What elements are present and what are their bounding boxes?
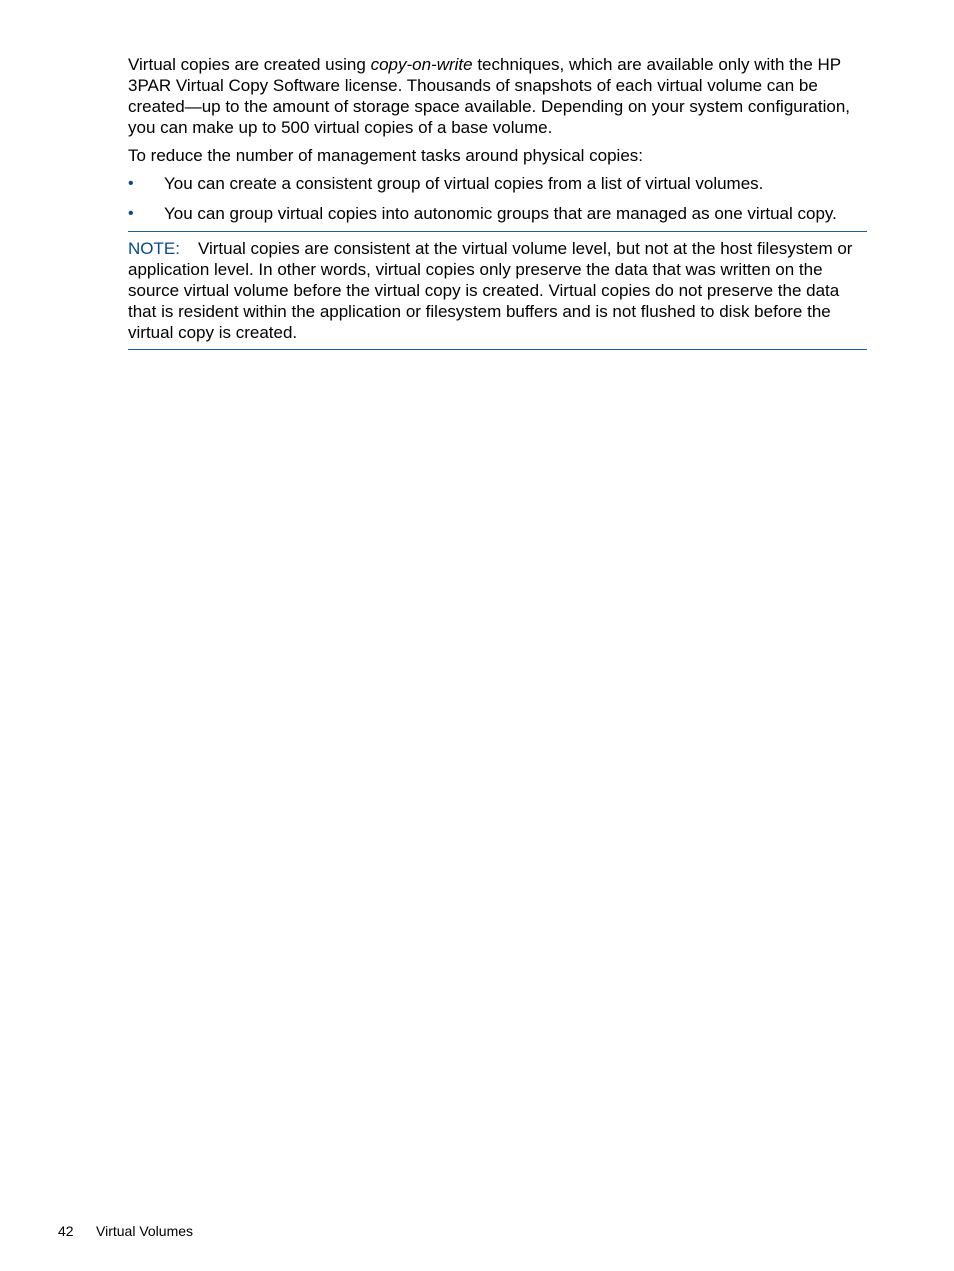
bullet-list: [128, 173, 867, 224]
note-box: [128, 231, 867, 350]
page-footer: [58, 1222, 193, 1240]
list-item-text: You can group virtual copies into autonomic groups that are managed as one virtual copy.: [164, 204, 837, 223]
list-item-text: You can create a consistent group of virtual copies from a list of virtual volumes.: [164, 174, 764, 193]
note-text: Virtual copies are consistent at the virtual volume level, but not at the host filesystem or application level. In other words, virtual copies only preserve the data that was written on the source virtual volume before the virtual copy is created. Virtual copies do not preserve the data that is resident within the application or filesystem buffers and is not flushed to disk before the virtual copy is created.: [128, 239, 853, 342]
bullet-icon: •: [128, 175, 134, 192]
list-item: [128, 173, 867, 194]
copy-on-write-term: copy-on-write: [370, 55, 473, 74]
reduce-intro-paragraph: To reduce the number of management tasks around physical copies:: [128, 146, 644, 165]
bullet-icon: •: [128, 205, 134, 222]
intro-paragraph: [128, 54, 867, 138]
note-label: NOTE:: [128, 239, 180, 258]
intro-text-after: techniques, which are available only with the HP 3PAR Virtual Copy Software license. Thousands of snapshots of each virtual volume can be created—up to the amount of storage space available. Depending on your system configuration, you can make up to 500 virtual copies of a base volume.: [128, 55, 850, 137]
footer-section-title: Virtual Volumes: [96, 1223, 194, 1239]
list-item: [128, 203, 867, 224]
intro-text-before: Virtual copies are created using: [128, 55, 371, 74]
page-content: [128, 54, 867, 350]
page-number: 42: [58, 1223, 74, 1239]
